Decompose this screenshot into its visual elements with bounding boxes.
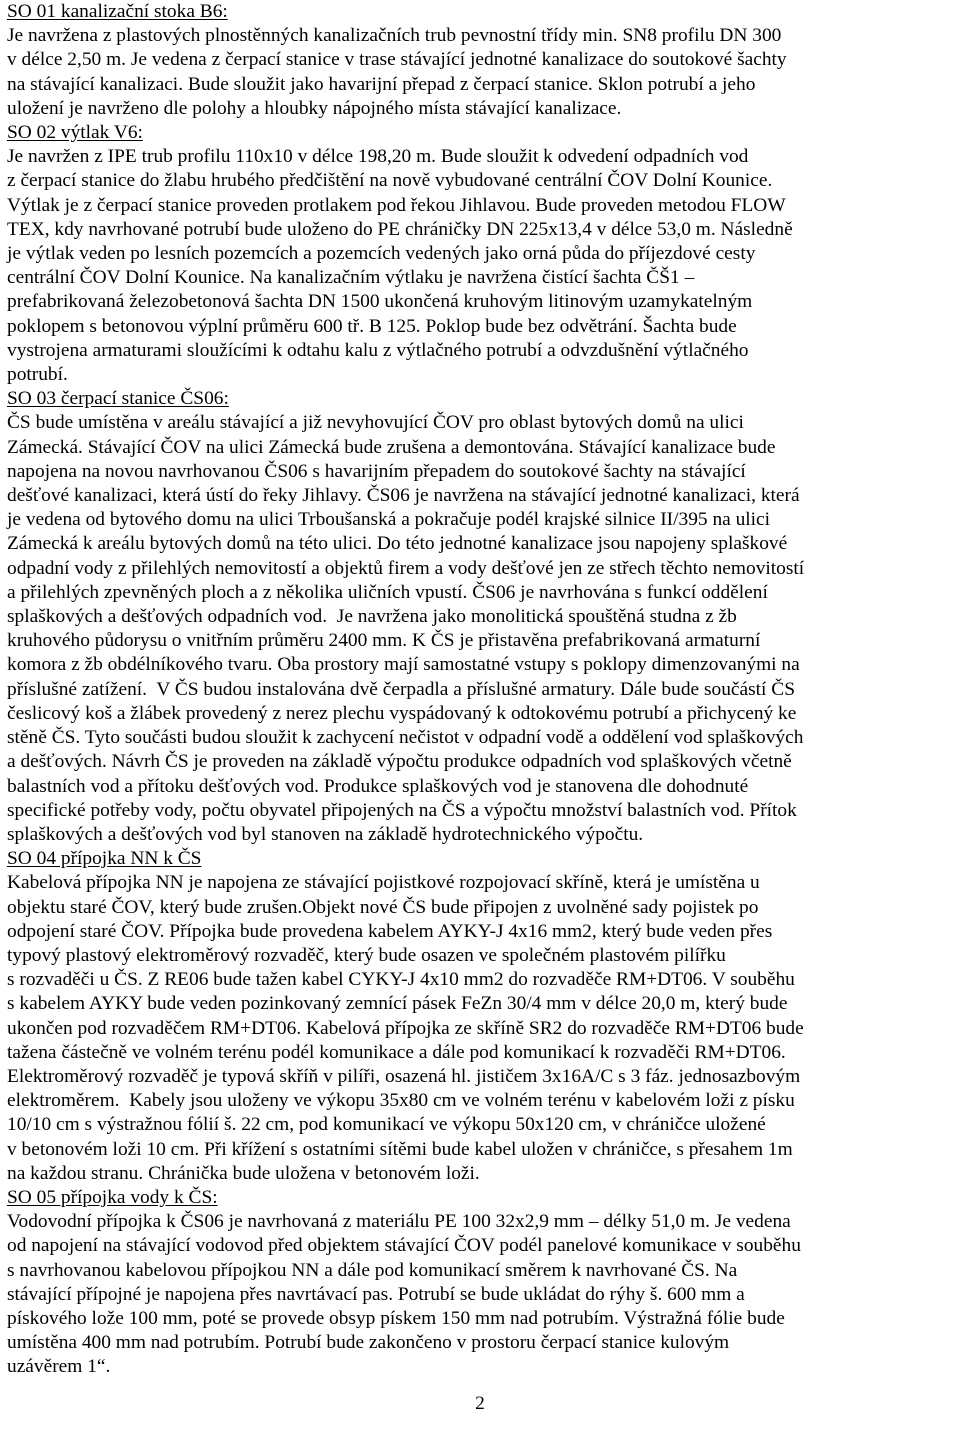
text-line: je vedena od bytového domu na ulici Trboušanská a pokračuje podél krajské silnice II/395 na ulici xyxy=(7,509,771,531)
text-line: je výtlak veden po lesních pozemcích a pozemcích vedených jako orná půda do příjezdové cesty xyxy=(7,243,756,265)
text-line: potrubí. xyxy=(7,364,68,386)
text-line: komora z žb obdélníkového tvaru. Oba prostory mají samostatné vstupy s poklopy dimenzovanými na xyxy=(7,654,800,676)
text-line: s kabelem AYKY bude veden pozinkovaný zemnící pásek FeZn 30/4 mm v délce 20,0 m, který bude xyxy=(7,993,788,1015)
document-body xyxy=(7,0,954,1380)
section xyxy=(7,387,954,847)
text-line: kruhového půdorysu o vnitřním průměru 2400 mm. K ČS je přistavěna prefabrikovaná armaturní xyxy=(7,630,761,652)
text-line: Je navržena z plastových plnostěnných kanalizačních trub pevnostní třídy min. SN8 profilu DN 300 xyxy=(7,25,782,47)
text-line: uložení je navrženo dle polohy a hloubky nápojného místa stávající kanalizace. xyxy=(7,97,622,119)
section-paragraph xyxy=(7,1210,954,1379)
text-line: a přilehlých zpevněných ploch a z několika uličních vpustí. ČS06 je navrhována s funkcí oddělení xyxy=(7,581,768,603)
text-line: dešťové kanalizaci, která ústí do řeky Jihlavy. ČS06 je navržena na stávající jednotné kanalizaci, která xyxy=(7,485,800,507)
section-heading: SO 02 výtlak V6: xyxy=(7,122,143,144)
text-line: s navrhovanou kabelovou přípojkou NN a dále pod komunikací směrem k navrhované ČS. Na xyxy=(7,1259,738,1281)
text-line: Zámecká. Stávající ČOV na ulici Zámecká bude zrušena a demontována. Stávající kanalizace bude xyxy=(7,436,776,458)
text-line: v délce 2,50 m. Je vedena z čerpací stanice v trase stávající jednotné kanalizace do soutokové šachty xyxy=(7,49,787,71)
text-line: stěně ČS. Tyto součásti budou sloužit k zachycení nečistot v odpadní vodě a oddělení vod splaškových xyxy=(7,727,804,749)
text-line: 10/10 cm s výstražnou fólií š. 22 cm, pod komunikací ve výkopu 50x120 cm, v chráničce uložené xyxy=(7,1114,766,1136)
text-line: s rozvaděči u ČS. Z RE06 bude tažen kabel CYKY-J 4x10 mm2 do rozvaděče RM+DT06. V souběhu xyxy=(7,969,795,991)
text-line: vystrojena armaturami sloužícími k odtahu kalu z výtlačného potrubí a odvzdušnění výtlačného xyxy=(7,339,749,361)
section xyxy=(7,847,954,1186)
text-line: Vodovodní přípojka k ČS06 je navrhovaná z materiálu PE 100 32x2,9 mm – délky 51,0 m. Je vedena xyxy=(7,1211,791,1233)
text-line: tažena částečně ve volném terénu podél komunikace a dále pod komunikací k rozvaděči RM+DT06. xyxy=(7,1041,786,1063)
text-line: odpojení staré ČOV. Přípojka bude provedena kabelem AYKY-J 4x16 mm2, který bude veden přes xyxy=(7,920,773,942)
text-line: příslušné zatížení. V ČS budou instalována dvě čerpadla a příslušné armatury. Dále bude součástí ČS xyxy=(7,678,796,700)
text-line: Zámecká k areálu bytových domů na této ulici. Do této jednotné kanalizace jsou napojeny splaškové xyxy=(7,533,788,555)
section xyxy=(7,1186,954,1380)
text-line: Elektroměrový rozvaděč je typová skříň v pilíři, osazená hl. jističem 3x16A/C s 3 fáz. jednosazbovým xyxy=(7,1065,801,1087)
section-paragraph xyxy=(7,145,954,387)
text-line: specifické potřeby vody, počtu obyvatel připojených na ČS a výpočtu množství balastních vod. Přítok xyxy=(7,799,797,821)
text-line: splaškových a dešťových vod byl stanoven na základě hydrotechnického výpočtu. xyxy=(7,823,644,845)
text-line: umístěna 400 mm nad potrubím. Potrubí bude zakončeno v prostoru čerpací stanice kulovým xyxy=(7,1332,730,1354)
page-number: 2 xyxy=(475,1393,485,1414)
text-line: z čerpací stanice do žlabu hrubého předčištění na nově vybudované centrální ČOV Dolní Kounice. xyxy=(7,170,773,192)
text-line: pískového lože 100 mm, poté se provede obsyp pískem 150 mm nad potrubím. Výstražná fólie bude xyxy=(7,1307,785,1329)
section-heading: SO 03 čerpací stanice ČS06: xyxy=(7,388,229,410)
text-line: Výtlak je z čerpací stanice proveden protlakem pod řekou Jihlavou. Bude proveden metodou FLOW xyxy=(7,194,786,216)
text-line: poklopem s betonovou výplní průměru 600 tř. B 125. Poklop bude bez odvětrání. Šachta bude xyxy=(7,315,737,337)
text-line: typový plastový elektroměrový rozvaděč, který bude osazen ve společném plastovém pilířku xyxy=(7,944,726,966)
section-paragraph xyxy=(7,871,954,1186)
text-line: a dešťových. Návrh ČS je proveden na základě výpočtu produkce odpadních vod splaškových včetně xyxy=(7,751,792,773)
text-line: centrální ČOV Dolní Kounice. Na kanalizačním výtlaku je navržena čistící šachta ČŠ1 – xyxy=(7,267,695,289)
text-line: stávající přípojné je napojena přes navrtávací pas. Potrubí se bude ukládat do rýhy š. 600 mm a xyxy=(7,1283,745,1305)
section-heading: SO 05 přípojka vody k ČS: xyxy=(7,1186,218,1208)
text-line: balastních vod a přítoku dešťových vod. Produkce splaškových vod je stanovena dle dohodnuté xyxy=(7,775,749,797)
text-line: objektu staré ČOV, který bude zrušen.Objekt nové ČS bude připojen z uvolněné sady pojistek po xyxy=(7,896,759,918)
text-line: elektroměrem. Kabely jsou uloženy ve výkopu 35x80 cm ve volném terénu v kabelovém loži z písku xyxy=(7,1090,795,1112)
section xyxy=(7,121,954,387)
section-heading: SO 04 přípojka NN k ČS xyxy=(7,848,202,870)
section-paragraph xyxy=(7,24,954,121)
text-line: na stávající kanalizaci. Bude sloužit jako havarijní přepad z čerpací stanice. Sklon potrubí a jeho xyxy=(7,73,756,95)
text-line: TEX, kdy navrhované potrubí bude uloženo do PE chráničky DN 225x13,4 v délce 53,0 m. Následně xyxy=(7,218,793,240)
text-line: splaškových a dešťových odpadních vod. Je navržena jako monolitická spouštěná studna z žb xyxy=(7,606,737,628)
text-line: odpadní vody z přilehlých nemovitostí a objektů firem a vody dešťové jen ze střech těchto nemovitostí xyxy=(7,557,805,579)
text-line: Kabelová přípojka NN je napojena ze stávající pojistkové rozpojovací skříně, která je umístěna u xyxy=(7,872,760,894)
text-line: prefabrikovaná železobetonová šachta DN 1500 ukončená kruhovým litinovým uzamykatelným xyxy=(7,291,753,313)
section-heading: SO 01 kanalizační stoka B6: xyxy=(7,1,228,22)
text-line: napojena na novou navrhovanou ČS06 s havarijním přepadem do soutokové šachty na stávající xyxy=(7,460,746,482)
text-line: od napojení na stávající vodovod před objektem stávající ČOV podél panelové komunikace v souběhu xyxy=(7,1235,801,1257)
text-line: ukončen pod rozvaděčem RM+DT06. Kabelová přípojka ze skříně SR2 do rozvaděče RM+DT06 bude xyxy=(7,1017,804,1039)
text-line: v betonovém loži 10 cm. Při křížení s ostatními sítěmi bude kabel uložen v chráničce, s přesahem 1m xyxy=(7,1138,793,1160)
text-line: ČS bude umístěna v areálu stávající a již nevyhovující ČOV pro oblast bytových domů na ulici xyxy=(7,412,744,434)
text-line: česlicový koš a žlábek provedený z nerez plechu vyspádovaný k odtokovému potrubí a přichycený ke xyxy=(7,702,797,724)
text-line: na každou stranu. Chránička bude uložena v betonovém loži. xyxy=(7,1162,480,1184)
section xyxy=(7,0,954,121)
section-paragraph xyxy=(7,411,954,847)
text-line: uzávěrem 1“. xyxy=(7,1356,111,1378)
text-line: Je navržen z IPE trub profilu 110x10 v délce 198,20 m. Bude sloužit k odvedení odpadních vod xyxy=(7,146,749,168)
